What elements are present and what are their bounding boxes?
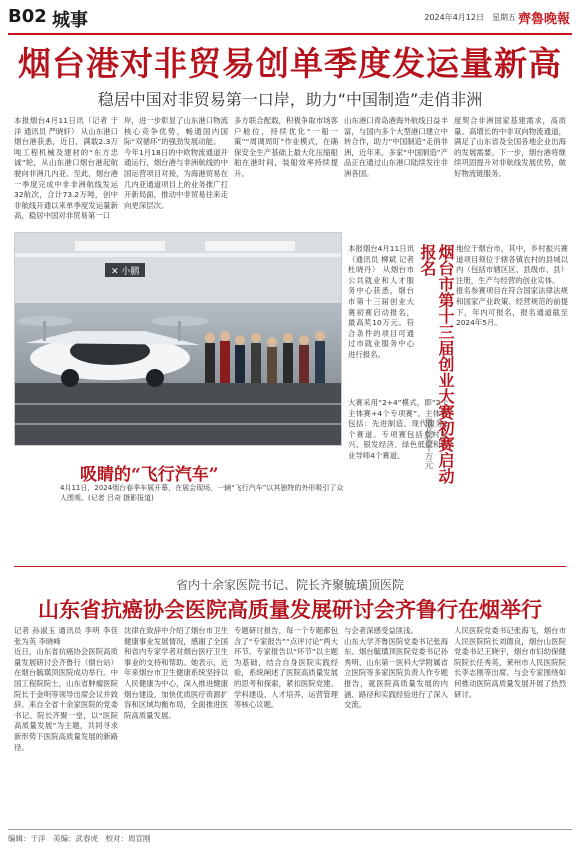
- second-column-2: 沈律在致辞中介绍了烟台市卫生健康事业发展情况，感谢了全国和省内专家学者对烟台医疗卫生事业的支持和帮助。她表示，近年来烟台市卫生健康系统坚持以人民健康为中心，深入推进健康烟台建设，加快优质医疗资源扩容和区域均衡布局，全面推进医院高质量发展。: [124, 626, 228, 720]
- flying-car-photo: [14, 232, 342, 446]
- photo-caption-title: 吸睛的“飞行汽车”: [80, 465, 219, 485]
- second-kicker: 省内十余家医院书记、院长齐聚毓璜顶医院: [175, 578, 404, 592]
- footer-rule: [8, 829, 572, 830]
- lead-column-2: 岸，进一步彰显了山东港口物流核心竞争优势，畅通国内国际“双循环”的强劲发展动能。 今年1月18日的中欧物流通道开通运行，烟台港与非洲航线的中国运营项目对接，为海港贸易在几内亚通道项目上的业务推广打开新局面，推动中非贸易往来走向更深层次。: [124, 116, 228, 210]
- newspaper-logo: 齊魯晚報: [517, 12, 570, 27]
- editor-credits: 编辑：于洋 美编：武春虎 校对：周宣刚: [8, 834, 151, 843]
- photo-caption-text: 4月11日，2024烟台春季车展开幕，在展会现场，一辆“飞行汽车”以其独特的外形吸引了众人围观。(记者 吕奇 摄影报道): [60, 484, 344, 502]
- lead-column-3: 多方联合配载，积极争取市场客户舱位，持续优化“一船一策”“周调周盯”作业模式，在确保安全生产基础上最大化压缩船舶在港时间，装船效率持续提升。: [234, 116, 338, 178]
- lead-headline: 烟台港对非贸易创单季度发运量新高: [18, 44, 562, 83]
- second-headline: 山东省抗癌协会医院高质量发展研讨会齐鲁行在烟举行: [38, 597, 542, 622]
- second-column-3: 专题研讨报告，每一个专题都包含了“专家报告”“点评讨论”两大环节。专家报告以“环节”以主题为基础，结合自身医院实践经验，系统阐述了医院高质量发展的思考和探索，紧扣医院党建、学科建设、人才培养、运营管理等核心议题。: [234, 626, 338, 710]
- second-column-4: 与会者深感受益匪浅。 山东大学齐鲁医院党委书记张海东、烟台毓璜顶医院党委书记孙秀明、山东第一医科大学附属省立医院等多家医院负责人作专题报告，就医院高质量发展的内涵、路径和实践经验进行了深入交流。: [344, 626, 448, 710]
- side-vertical-subhead: 最高奖十万元: [423, 418, 433, 469]
- header-rule: [8, 33, 572, 35]
- side-vertical-headline: 烟台市第十三届创业大赛初赛启动报名: [418, 244, 455, 484]
- lead-subhead: 稳居中国对非贸易第一口岸，助力“中国制造”走俏非洲: [97, 90, 483, 109]
- second-column-5: 人民医院党委书记张海飞，烟台市人民医院院长刘德良，烟台山医院党委书记王晓宇，烟台市妇幼保健院院长任秀英，莱州市人民医院院长李志刚等出席。与会专家围绕如何推动医院高质量发展开展了热烈研讨。: [454, 626, 566, 699]
- lead-column-5: 度契合非洲国家基建需求，高质量、高增长的中非双向物流通道，满足了山东省及全国各地企业出海的发展需要。下一步，烟台港将继续巩固提升对非航线发展优势，做好物流链服务。: [454, 116, 566, 178]
- lead-column-4: 山东港口青岛港海外航线日益丰富，与国内多个大型港口建立中转合作，助力“中国制造”走俏非洲，近年来，多家“中国制造”产品正在通过山东港口陆续发往非洲各国。: [344, 116, 448, 178]
- masthead: [0, 0, 580, 34]
- svg-text:✕ 小鹏: ✕ 小鹏: [111, 267, 140, 277]
- section-name: 城事: [52, 10, 88, 31]
- side-column-b: 大赛采用“2+4”模式，即“2个主体赛+4个专项赛”。主体赛包括：先进制造、现代服务2个赛道。专项赛包括乡村振兴、银发经济、绿色低碳和创业导师4个赛道。: [348, 398, 448, 460]
- section-number: B02: [8, 6, 47, 27]
- issue-date: 2024年4月12日 星期五: [424, 13, 516, 22]
- section-divider: [14, 566, 566, 567]
- side-column-a: 本报烟台4月11日讯（通讯员 柳斌 记者 杜晓丹） 从烟台市公共就业和人才服务中心获悉，烟台市第十三届创业大赛初赛启动报名，最高奖10万元。符合条件的项目可通过市就业服务中心进行报名。: [348, 244, 414, 359]
- lead-column-1: 本报烟台4月11日讯（记者 于洋 通讯员 严晓轩） 从山东港口烟台港获悉，近日，满载2.3万吨工程机械及建材的“东方忠诚”轮，从山东港口烟台港起航驶向非洲几内亚。至此，烟台港一季度完成中非非洲航线发运32航次，合计73.2万吨，创中非航线开通以来单季度发运量新高，稳居中国对非贸易第一口: [14, 116, 118, 221]
- flying-car-illustration: [15, 233, 342, 446]
- second-column-1: 记者 孙淑玉 通讯员 李明 李佳 张为英 李晓峰 近日，山东省抗癌协会医院高质量发展研讨会齐鲁行（烟台站）在烟台毓璜顶医院成功举行。中国工程院院士，山东省肿瘤医院院长于金明等领导出席会议并致辞。来自全省十余家医院的党委书记、院长齐聚一堂，以“医院高质量发展”为主题，共同寻求新形势下医院高质量发展的新路径。: [14, 626, 118, 752]
- side-column-c: 地位于烟台市，其中，乡村振兴赛道项目须位于辖各镇农村的县城以内（包括市辖区区、县级市、县）注册，生产与经营的创业实体。 报名参赛项目在符合国家法律法规和国家产业政策、经营规范的前提下，年内可报名，报名通道截至2024年5月。: [456, 244, 568, 328]
